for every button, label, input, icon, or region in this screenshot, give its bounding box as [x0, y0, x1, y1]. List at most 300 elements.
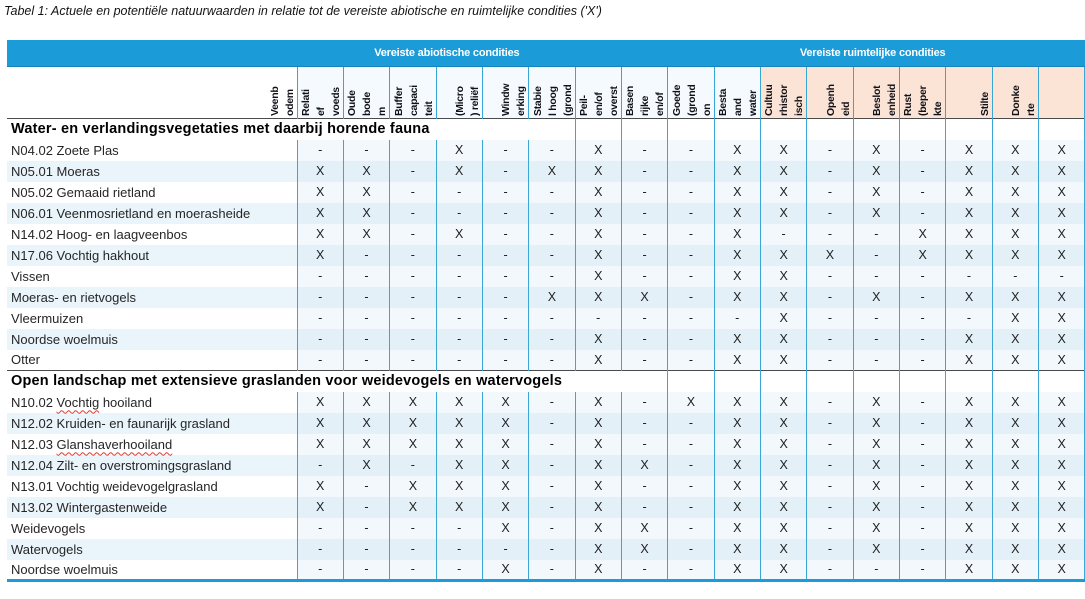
- cell-veenbodem: -: [297, 287, 343, 308]
- section-empty-cell: [575, 119, 621, 140]
- cell-rust-beperkte: X: [946, 392, 992, 413]
- cell-goede-grondwater: X: [714, 392, 760, 413]
- cell-cultuurhistorisch: -: [807, 140, 853, 161]
- cell-basenrijke-en-of: -: [668, 434, 714, 455]
- cell-windwerking: -: [529, 350, 575, 371]
- table-row: [7, 560, 1085, 581]
- cell-rust-beperkte: X: [946, 350, 992, 371]
- cell-peil-en-of-overstroming: X: [621, 455, 667, 476]
- cell-oude-bodem: -: [390, 140, 436, 161]
- cell-donkerte: X: [1039, 413, 1085, 434]
- cell-relatief-voedsel: -: [343, 497, 389, 518]
- cell-peil-en-of-overstroming: -: [621, 350, 667, 371]
- cell-stabiel-hoog-grondwaterpeil: X: [575, 392, 621, 413]
- rotated-header-label: Openh eid: [824, 84, 852, 116]
- cell-donkerte: X: [1039, 224, 1085, 245]
- cell-micro-relief: X: [482, 434, 528, 455]
- cell-windwerking: -: [529, 539, 575, 560]
- rotated-header-label: Oude bode m: [346, 90, 389, 116]
- cell-buffercapaciteit: X: [436, 413, 482, 434]
- table-row: [7, 140, 1085, 161]
- cell-donkerte: X: [1039, 476, 1085, 497]
- cell-goede-grondwater: X: [714, 560, 760, 581]
- cell-openheid: -: [853, 329, 899, 350]
- cell-windwerking: X: [529, 287, 575, 308]
- cell-stabiel-hoog-grondwaterpeil: X: [575, 539, 621, 560]
- cell-beslotenheid: -: [899, 203, 945, 224]
- cell-buffercapaciteit: X: [436, 455, 482, 476]
- cell-beslotenheid: -: [899, 161, 945, 182]
- cell-openheid: X: [853, 392, 899, 413]
- cell-basenrijke-en-of: -: [668, 350, 714, 371]
- cell-cultuurhistorisch: -: [807, 266, 853, 287]
- row-label: Weidevogels: [7, 518, 297, 539]
- cell-bestaand-water: X: [760, 518, 806, 539]
- cell-peil-en-of-overstroming: -: [621, 392, 667, 413]
- cell-beslotenheid: -: [899, 329, 945, 350]
- cell-bestaand-water: X: [760, 560, 806, 581]
- cell-windwerking: -: [529, 392, 575, 413]
- cell-relatief-voedsel: -: [343, 350, 389, 371]
- cell-donkerte: X: [1039, 182, 1085, 203]
- cell-rust-beperkte: X: [946, 182, 992, 203]
- cell-veenbodem: X: [297, 182, 343, 203]
- cell-peil-en-of-overstroming: -: [621, 413, 667, 434]
- cell-bestaand-water: X: [760, 539, 806, 560]
- cell-stilte: X: [992, 392, 1038, 413]
- rotated-header-label: Peil- en/of overst: [577, 86, 620, 116]
- cell-peil-en-of-overstroming: -: [621, 140, 667, 161]
- cell-stabiel-hoog-grondwaterpeil: X: [575, 329, 621, 350]
- cell-stabiel-hoog-grondwaterpeil: X: [575, 560, 621, 581]
- cell-basenrijke-en-of: -: [668, 182, 714, 203]
- cell-cultuurhistorisch: -: [807, 392, 853, 413]
- section-empty-cell: [760, 371, 806, 392]
- cell-goede-grondwater: X: [714, 455, 760, 476]
- cell-relatief-voedsel: X: [343, 434, 389, 455]
- cell-basenrijke-en-of: -: [668, 224, 714, 245]
- cell-cultuurhistorisch: -: [807, 203, 853, 224]
- cell-relatief-voedsel: -: [343, 560, 389, 581]
- cell-oude-bodem: -: [390, 455, 436, 476]
- cell-peil-en-of-overstroming: -: [621, 245, 667, 266]
- cell-bestaand-water: X: [760, 161, 806, 182]
- cell-relatief-voedsel: X: [343, 161, 389, 182]
- cell-donkerte: X: [1039, 392, 1085, 413]
- row-label: N13.01 Vochtig weidevogelgrasland: [7, 476, 297, 497]
- cell-stilte: X: [992, 182, 1038, 203]
- cell-veenbodem: X: [297, 224, 343, 245]
- cell-rust-beperkte: -: [946, 266, 992, 287]
- cell-beslotenheid: X: [899, 245, 945, 266]
- cell-cultuurhistorisch: -: [807, 539, 853, 560]
- cell-micro-relief: -: [482, 182, 528, 203]
- table-row: [7, 266, 1085, 287]
- rotated-header-label: Cultuu rhistor isch: [763, 84, 806, 116]
- cell-oude-bodem: -: [390, 350, 436, 371]
- row-label: Moeras- en rietvogels: [7, 287, 297, 308]
- column-header-row: [7, 67, 1085, 119]
- table-row: [7, 350, 1085, 371]
- cell-openheid: -: [853, 308, 899, 329]
- rotated-header-label: Besta and water: [716, 88, 759, 116]
- rotated-header-label: Veenb odem: [268, 86, 296, 116]
- cell-veenbodem: X: [297, 203, 343, 224]
- cell-openheid: X: [853, 203, 899, 224]
- section-row: [7, 371, 1085, 392]
- cell-relatief-voedsel: -: [343, 539, 389, 560]
- row-label: N12.03 Glanshaverhooiland: [7, 434, 297, 455]
- cell-stilte: X: [992, 518, 1038, 539]
- table-row: [7, 308, 1085, 329]
- cell-veenbodem: -: [297, 308, 343, 329]
- cell-buffercapaciteit: X: [436, 434, 482, 455]
- cell-stabiel-hoog-grondwaterpeil: -: [575, 308, 621, 329]
- cell-beslotenheid: -: [899, 266, 945, 287]
- cell-oude-bodem: -: [390, 518, 436, 539]
- cell-stilte: X: [992, 287, 1038, 308]
- cell-goede-grondwater: X: [714, 203, 760, 224]
- cell-cultuurhistorisch: -: [807, 182, 853, 203]
- cell-stilte: X: [992, 560, 1038, 581]
- cell-micro-relief: -: [482, 350, 528, 371]
- table-row: [7, 287, 1085, 308]
- cell-cultuurhistorisch: -: [807, 287, 853, 308]
- cell-veenbodem: -: [297, 539, 343, 560]
- cell-oude-bodem: X: [390, 476, 436, 497]
- cell-relatief-voedsel: -: [343, 266, 389, 287]
- cell-windwerking: -: [529, 455, 575, 476]
- cell-relatief-voedsel: -: [343, 329, 389, 350]
- group-header-ruimtelijk: Vereiste ruimtelijke condities: [799, 47, 946, 59]
- cell-micro-relief: -: [482, 287, 528, 308]
- cell-donkerte: X: [1039, 140, 1085, 161]
- cell-oude-bodem: X: [390, 392, 436, 413]
- cell-cultuurhistorisch: -: [807, 497, 853, 518]
- cell-micro-relief: X: [482, 518, 528, 539]
- section-empty-cell: [899, 119, 945, 140]
- cell-goede-grondwater: X: [714, 434, 760, 455]
- cell-micro-relief: X: [482, 497, 528, 518]
- cell-buffercapaciteit: X: [436, 476, 482, 497]
- cell-basenrijke-en-of: -: [668, 308, 714, 329]
- cell-goede-grondwater: X: [714, 182, 760, 203]
- cell-openheid: -: [853, 224, 899, 245]
- cell-bestaand-water: X: [760, 245, 806, 266]
- section-empty-cell: [1039, 119, 1085, 140]
- row-label: N13.02 Wintergastenweide: [7, 497, 297, 518]
- cell-oude-bodem: -: [390, 329, 436, 350]
- cell-veenbodem: -: [297, 518, 343, 539]
- cell-openheid: X: [853, 161, 899, 182]
- cell-stabiel-hoog-grondwaterpeil: X: [575, 287, 621, 308]
- cell-cultuurhistorisch: -: [807, 350, 853, 371]
- cell-bestaand-water: -: [760, 224, 806, 245]
- row-label: N05.01 Moeras: [7, 161, 297, 182]
- cell-veenbodem: -: [297, 140, 343, 161]
- cell-peil-en-of-overstroming: X: [621, 287, 667, 308]
- cell-cultuurhistorisch: -: [807, 476, 853, 497]
- cell-peil-en-of-overstroming: -: [621, 308, 667, 329]
- section-empty-cell: [668, 371, 714, 392]
- cell-goede-grondwater: X: [714, 140, 760, 161]
- cell-windwerking: X: [529, 161, 575, 182]
- row-label: Otter: [7, 350, 297, 371]
- cell-rust-beperkte: X: [946, 518, 992, 539]
- table-row: [7, 161, 1085, 182]
- cell-veenbodem: X: [297, 476, 343, 497]
- cell-peil-en-of-overstroming: X: [621, 539, 667, 560]
- cell-goede-grondwater: X: [714, 518, 760, 539]
- cell-windwerking: -: [529, 308, 575, 329]
- cell-beslotenheid: -: [899, 497, 945, 518]
- cell-goede-grondwater: X: [714, 245, 760, 266]
- cell-donkerte: X: [1039, 245, 1085, 266]
- cell-peil-en-of-overstroming: -: [621, 182, 667, 203]
- cell-peil-en-of-overstroming: -: [621, 497, 667, 518]
- cell-beslotenheid: -: [899, 413, 945, 434]
- cell-stabiel-hoog-grondwaterpeil: X: [575, 203, 621, 224]
- cell-veenbodem: X: [297, 392, 343, 413]
- cell-rust-beperkte: -: [946, 308, 992, 329]
- cell-donkerte: X: [1039, 518, 1085, 539]
- cell-relatief-voedsel: X: [343, 182, 389, 203]
- cell-beslotenheid: X: [899, 224, 945, 245]
- rotated-header-label: Donke rte: [1010, 85, 1037, 116]
- cell-rust-beperkte: X: [946, 497, 992, 518]
- cell-bestaand-water: X: [760, 434, 806, 455]
- cell-stabiel-hoog-grondwaterpeil: X: [575, 161, 621, 182]
- cell-rust-beperkte: X: [946, 434, 992, 455]
- cell-stabiel-hoog-grondwaterpeil: X: [575, 476, 621, 497]
- cell-windwerking: -: [529, 518, 575, 539]
- cell-windwerking: -: [529, 413, 575, 434]
- cell-peil-en-of-overstroming: -: [621, 434, 667, 455]
- cell-beslotenheid: -: [899, 518, 945, 539]
- cell-openheid: X: [853, 140, 899, 161]
- cell-windwerking: -: [529, 245, 575, 266]
- cell-micro-relief: X: [482, 392, 528, 413]
- cell-basenrijke-en-of: -: [668, 329, 714, 350]
- cell-buffercapaciteit: -: [436, 560, 482, 581]
- cell-beslotenheid: -: [899, 455, 945, 476]
- cell-micro-relief: -: [482, 224, 528, 245]
- cell-donkerte: X: [1039, 539, 1085, 560]
- cell-windwerking: -: [529, 434, 575, 455]
- cell-bestaand-water: X: [760, 476, 806, 497]
- row-label: N17.06 Vochtig hakhout: [7, 245, 297, 266]
- row-label: Noordse woelmuis: [7, 560, 297, 581]
- cell-bestaand-water: X: [760, 266, 806, 287]
- section-empty-cell: [807, 119, 853, 140]
- corner-cell: [7, 67, 297, 119]
- cell-oude-bodem: -: [390, 287, 436, 308]
- cell-oude-bodem: -: [390, 308, 436, 329]
- cell-buffercapaciteit: -: [436, 287, 482, 308]
- section-empty-cell: [621, 119, 667, 140]
- section-empty-cell: [714, 119, 760, 140]
- cell-donkerte: X: [1039, 161, 1085, 182]
- cell-donkerte: -: [1039, 266, 1085, 287]
- cell-openheid: X: [853, 539, 899, 560]
- cell-stilte: X: [992, 224, 1038, 245]
- cell-beslotenheid: -: [899, 560, 945, 581]
- cell-rust-beperkte: X: [946, 560, 992, 581]
- cell-basenrijke-en-of: -: [668, 476, 714, 497]
- cell-veenbodem: X: [297, 245, 343, 266]
- cell-buffercapaciteit: X: [436, 161, 482, 182]
- cell-stilte: X: [992, 497, 1038, 518]
- cell-goede-grondwater: X: [714, 161, 760, 182]
- cell-stilte: X: [992, 245, 1038, 266]
- cell-bestaand-water: X: [760, 287, 806, 308]
- cell-cultuurhistorisch: -: [807, 434, 853, 455]
- cell-beslotenheid: -: [899, 182, 945, 203]
- cell-openheid: X: [853, 287, 899, 308]
- cell-relatief-voedsel: -: [343, 476, 389, 497]
- cell-relatief-voedsel: -: [343, 287, 389, 308]
- cell-donkerte: X: [1039, 308, 1085, 329]
- cell-goede-grondwater: X: [714, 476, 760, 497]
- cell-basenrijke-en-of: -: [668, 245, 714, 266]
- cell-rust-beperkte: X: [946, 224, 992, 245]
- cell-peil-en-of-overstroming: -: [621, 266, 667, 287]
- cell-relatief-voedsel: X: [343, 392, 389, 413]
- nature-values-table: [7, 67, 1085, 582]
- cell-goede-grondwater: -: [714, 308, 760, 329]
- cell-oude-bodem: -: [390, 161, 436, 182]
- cell-goede-grondwater: X: [714, 413, 760, 434]
- cell-buffercapaciteit: -: [436, 245, 482, 266]
- cell-micro-relief: X: [482, 413, 528, 434]
- group-header-abiotisch: Vereiste abiotische condities: [374, 47, 520, 59]
- cell-openheid: X: [853, 497, 899, 518]
- section-empty-cell: [807, 371, 853, 392]
- rotated-header-label: Rust (beper kte: [902, 85, 945, 116]
- section-empty-cell: [714, 371, 760, 392]
- cell-veenbodem: X: [297, 434, 343, 455]
- table-row: [7, 329, 1085, 350]
- cell-veenbodem: X: [297, 497, 343, 518]
- row-label: N04.02 Zoete Plas: [7, 140, 297, 161]
- table-row: [7, 518, 1085, 539]
- table-row: [7, 455, 1085, 476]
- cell-relatief-voedsel: -: [343, 140, 389, 161]
- section-empty-cell: [760, 119, 806, 140]
- cell-openheid: -: [853, 350, 899, 371]
- cell-peil-en-of-overstroming: -: [621, 224, 667, 245]
- section-empty-cell: [946, 119, 992, 140]
- cell-windwerking: -: [529, 476, 575, 497]
- cell-stabiel-hoog-grondwaterpeil: X: [575, 266, 621, 287]
- cell-micro-relief: X: [482, 476, 528, 497]
- table-row: [7, 203, 1085, 224]
- cell-stabiel-hoog-grondwaterpeil: X: [575, 140, 621, 161]
- cell-peil-en-of-overstroming: -: [621, 476, 667, 497]
- cell-goede-grondwater: X: [714, 287, 760, 308]
- cell-openheid: X: [853, 182, 899, 203]
- cell-beslotenheid: -: [899, 392, 945, 413]
- cell-micro-relief: X: [482, 560, 528, 581]
- cell-goede-grondwater: X: [714, 539, 760, 560]
- cell-peil-en-of-overstroming: -: [621, 161, 667, 182]
- cell-bestaand-water: X: [760, 497, 806, 518]
- cell-basenrijke-en-of: -: [668, 497, 714, 518]
- section-header: Water- en verlandingsvegetaties met daarbij horende fauna: [7, 119, 575, 140]
- rotated-header-label: Stabie l hoog (grond: [531, 84, 574, 116]
- cell-windwerking: -: [529, 182, 575, 203]
- section-header: Open landschap met extensieve graslanden voor weidevogels en watervogels: [7, 371, 668, 392]
- cell-beslotenheid: -: [899, 287, 945, 308]
- cell-relatief-voedsel: -: [343, 308, 389, 329]
- cell-buffercapaciteit: X: [436, 497, 482, 518]
- section-empty-cell: [853, 371, 899, 392]
- cell-veenbodem: X: [297, 161, 343, 182]
- rotated-header-label: Stilte: [978, 92, 991, 116]
- cell-oude-bodem: -: [390, 224, 436, 245]
- cell-rust-beperkte: X: [946, 161, 992, 182]
- cell-stilte: X: [992, 308, 1038, 329]
- cell-buffercapaciteit: -: [436, 518, 482, 539]
- cell-stabiel-hoog-grondwaterpeil: X: [575, 182, 621, 203]
- cell-peil-en-of-overstroming: X: [621, 518, 667, 539]
- cell-peil-en-of-overstroming: -: [621, 203, 667, 224]
- row-label: Vissen: [7, 266, 297, 287]
- cell-bestaand-water: X: [760, 203, 806, 224]
- cell-beslotenheid: -: [899, 539, 945, 560]
- cell-stabiel-hoog-grondwaterpeil: X: [575, 434, 621, 455]
- cell-goede-grondwater: X: [714, 497, 760, 518]
- section-empty-cell: [1039, 371, 1085, 392]
- cell-micro-relief: -: [482, 203, 528, 224]
- cell-beslotenheid: -: [899, 140, 945, 161]
- row-label: Watervogels: [7, 539, 297, 560]
- cell-oude-bodem: X: [390, 413, 436, 434]
- cell-peil-en-of-overstroming: -: [621, 329, 667, 350]
- cell-windwerking: -: [529, 329, 575, 350]
- cell-basenrijke-en-of: -: [668, 266, 714, 287]
- cell-goede-grondwater: X: [714, 350, 760, 371]
- table-row: [7, 476, 1085, 497]
- rotated-header-label: Beslot enheid: [870, 83, 898, 116]
- cell-beslotenheid: -: [899, 350, 945, 371]
- cell-cultuurhistorisch: -: [807, 560, 853, 581]
- cell-windwerking: -: [529, 560, 575, 581]
- cell-openheid: X: [853, 455, 899, 476]
- cell-stabiel-hoog-grondwaterpeil: X: [575, 497, 621, 518]
- cell-bestaand-water: X: [760, 392, 806, 413]
- cell-relatief-voedsel: X: [343, 203, 389, 224]
- cell-stabiel-hoog-grondwaterpeil: X: [575, 245, 621, 266]
- rotated-header-label: Basen rijke en/of: [624, 85, 667, 116]
- cell-bestaand-water: X: [760, 182, 806, 203]
- cell-basenrijke-en-of: -: [668, 518, 714, 539]
- cell-openheid: X: [853, 413, 899, 434]
- section-row: [7, 119, 1085, 140]
- row-label: N05.02 Gemaaid rietland: [7, 182, 297, 203]
- table-row: [7, 539, 1085, 560]
- cell-rust-beperkte: X: [946, 245, 992, 266]
- cell-buffercapaciteit: -: [436, 182, 482, 203]
- rotated-header-label: Windw erking: [500, 83, 528, 116]
- rotated-header-label: Relati ef voeds: [299, 87, 342, 116]
- cell-stabiel-hoog-grondwaterpeil: X: [575, 224, 621, 245]
- cell-oude-bodem: X: [390, 497, 436, 518]
- table-row: [7, 497, 1085, 518]
- table-caption: Tabel 1: Actuele en potentiële natuurwaarden in relatie tot de vereiste abiotische en ruimtelijke condities ('X'): [4, 4, 602, 18]
- cell-buffercapaciteit: -: [436, 539, 482, 560]
- cell-buffercapaciteit: -: [436, 350, 482, 371]
